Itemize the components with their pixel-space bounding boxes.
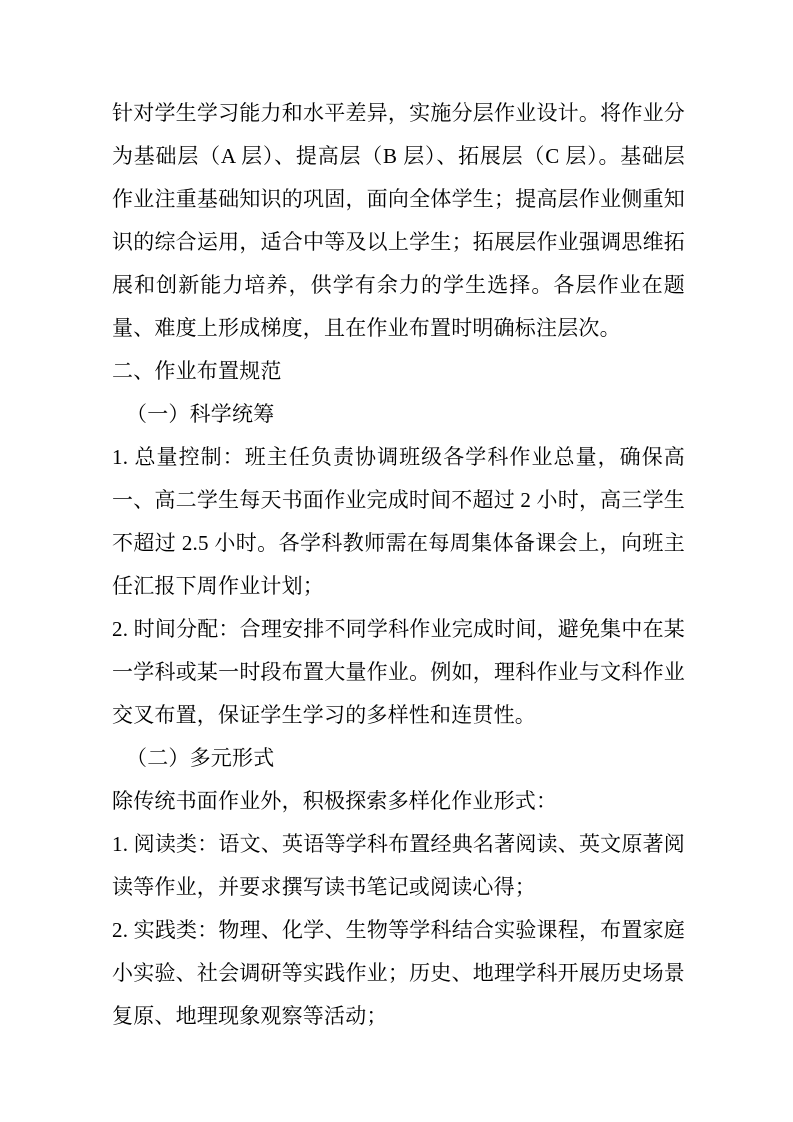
subheading-diverse-forms: （二）多元形式 [126, 746, 275, 770]
paragraph-total-control: 1. 总量控制：班主任负责协调班级各学科作业总量，确保高一、高二学生每天书面作业完成时间不超过 2 小时，高三学生不超过 2.5 小时。各学科教师需在每周集体备课会上，向班主任汇报下周作业计划； [112, 445, 685, 598]
paragraph-time-allocation: 2. 时间分配：合理安排不同学科作业完成时间，避免集中在某一学科或某一时段布置大量作业。例如，理科作业与文科作业交叉布置，保证学生学习的多样性和连贯性。 [112, 617, 685, 727]
paragraph-layered-homework: 针对学生学习能力和水平差异，实施分层作业设计。将作业分为基础层（A 层）、提高层（B 层）、拓展层（C 层）。基础层作业注重基础知识的巩固，面向全体学生；提高层作业侧重知识的综合运用，适合中等及以上学生；拓展层作业强调思维拓展和创新能力培养，供学有余力的学生选择。各层作业在题量、难度上形成梯度，且在作业布置时明确标注层次。 [112, 101, 685, 340]
heading-section-two: 二、作业布置规范 [112, 359, 282, 383]
subheading-scientific-planning: （一）科学统筹 [126, 402, 275, 426]
paragraph-practice-type: 2. 实践类：物理、化学、生物等学科结合实验课程，布置家庭小实验、社会调研等实践作业；历史、地理学科开展历史场景复原、地理现象观察等活动； [112, 918, 685, 1028]
document-body [112, 92, 685, 1038]
paragraph-beyond-written: 除传统书面作业外，积极探索多样化作业形式： [112, 789, 558, 813]
paragraph-reading-type: 1. 阅读类：语文、英语等学科布置经典名著阅读、英文原著阅读等作业，并要求撰写读书笔记或阅读心得； [112, 832, 685, 899]
